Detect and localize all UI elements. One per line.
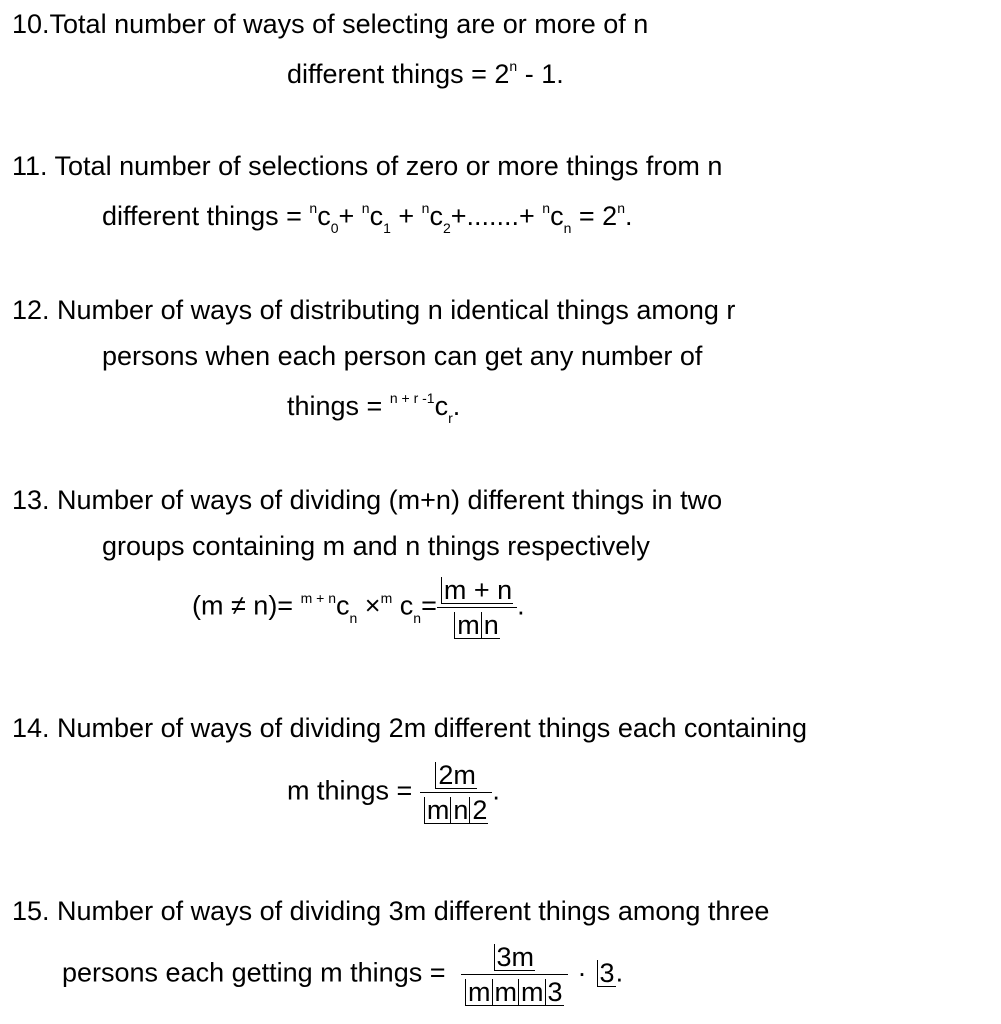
item-14-fraction: $\frac{2m}{\text{m n 2}}$ — [420, 760, 493, 825]
item-13-formula: $(m \ne n)= ^{m + n}c_n \times^m$ $c_n=$ $\frac{m + n}{\text{m n}}$ . — [192, 575, 525, 640]
item-10-formula: different things = $2^n - 1$. — [287, 58, 564, 89]
item-15-formula: persons each getting m things = $\frac{3m}{\text{m m m 3}}$ · 3. — [62, 942, 624, 1007]
item-13-text: 13. Number of ways of dividing (m+n) different things in two — [12, 485, 723, 515]
item-15-text: 15. Number of ways of dividing 3m different things among three — [12, 896, 770, 926]
item-11-formula: different things = $^nc_0+ ^nc_1 + ^nc_2+.......+ ^nc_n = 2^n$. — [102, 200, 633, 236]
item-14-formula: m things = $\frac{2m}{\text{m n 2}}$ . — [287, 760, 500, 825]
item-10-text: 10.Total number of ways of selecting are or more of n — [12, 9, 649, 39]
item-14-text: 14. Number of ways of dividing 2m different things each containing — [12, 713, 807, 743]
item-13-fraction: $\frac{m + n}{\text{m n}}$ — [437, 575, 517, 640]
item-12-text: 12. Number of ways of distributing n identical things among r — [12, 295, 736, 325]
item-12-formula: things = $^{n + r -1}c_r$. — [287, 390, 461, 426]
item-11-text: 11. Total number of selections of zero or more things from n — [12, 151, 723, 181]
item-12-text-cont: persons when each person can get any number of — [102, 341, 703, 371]
item-15-fraction: $\frac{3m}{\text{m m m 3}}$ — [461, 942, 568, 1007]
item-13-text-cont: groups containing m and n things respectively — [102, 531, 650, 561]
